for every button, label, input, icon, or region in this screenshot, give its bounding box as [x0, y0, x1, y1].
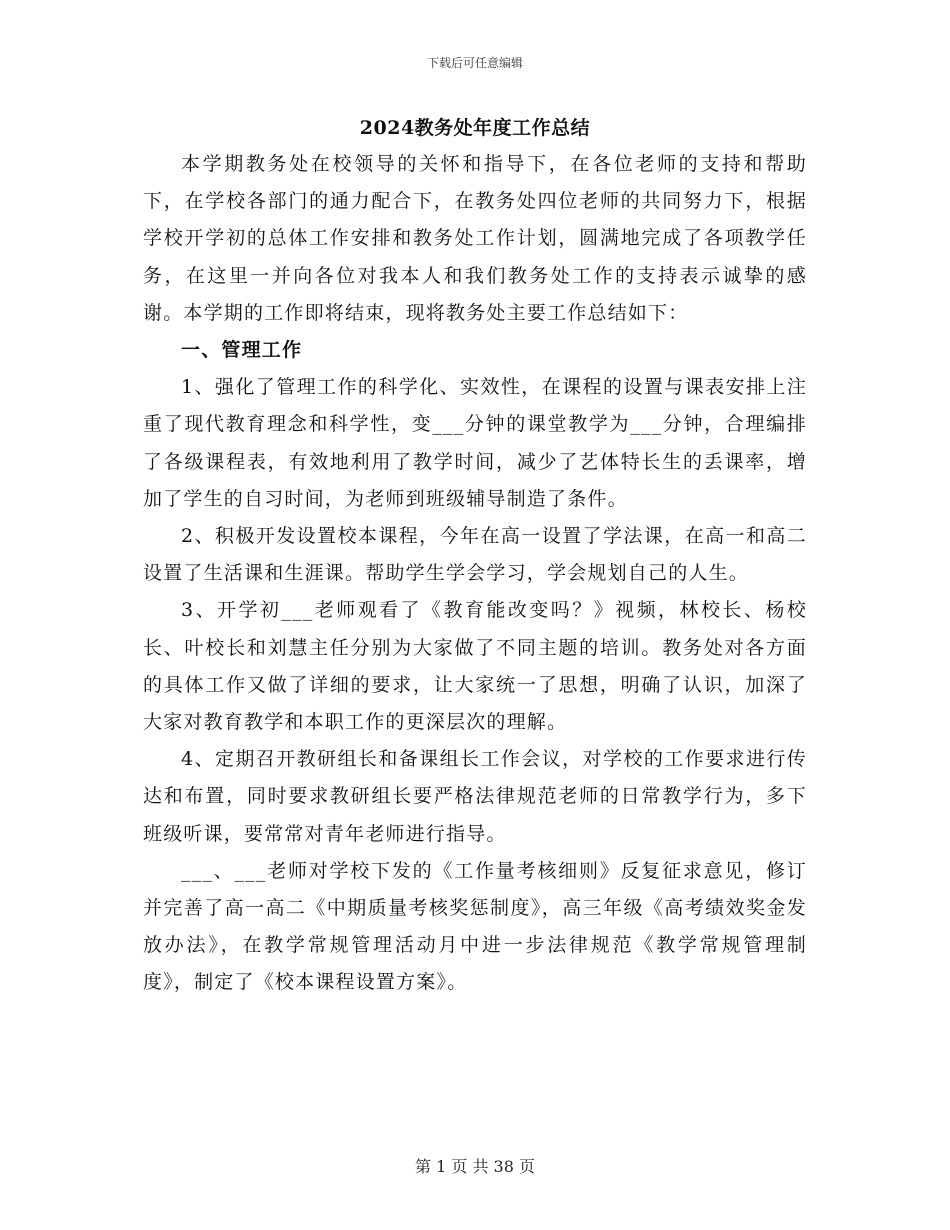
document-body [143, 146, 807, 1002]
body-paragraph-4: 4、定期召开教研组长和备课组长工作会议，对学校的工作要求进行传达和布置，同时要求教研组长要严格法律规范老师的日常教学行为，多下班级听课，要常常对青年老师进行指导。 [143, 748, 807, 845]
section-heading-management: 一、管理工作 [181, 339, 303, 362]
page-footer: 第 1 页 共 38 页 [415, 1157, 535, 1176]
body-paragraph-5: ___、___老师对学校下发的《工作量考核细则》反复征求意见，修订并完善了高一高二《中期质量考核奖惩制度》，高三年级《高考绩效奖金发放办法》，在教学常规管理活动月中进一步法律规范《教学常规管理制度》，制定了《校本课程设置方案》。 [143, 859, 807, 994]
body-paragraph-1: 1、强化了管理工作的科学化、实效性，在课程的设置与课表安排上注重了现代教育理念和科学性，变___分钟的课堂教学为___分钟，合理编排了各级课程表，有效地利用了教学时间，减少了艺体特长生的丢课率，增加了学生的自习时间，为老师到班级辅导制造了条件。 [143, 376, 807, 510]
body-paragraph-3: 3、开学初___老师观看了《教育能改变吗？》视频，林校长、杨校长、叶校长和刘慧主任分别为大家做了不同主题的培训。教务处对各方面的具体工作又做了详细的要求，让大家统一了思想，明确了认识，加深了大家对教育教学和本职工作的更深层次的理解。 [143, 599, 807, 734]
intro-paragraph: 本学期教务处在校领导的关怀和指导下，在各位老师的支持和帮助下，在学校各部门的通力配合下，在教务处四位老师的共同努力下，根据学校开学初的总体工作安排和教务处工作计划，圆满地完成了各项教学任务，在这里一并向各位对我本人和我们教务处工作的支持表示诚挚的感谢。本学期的工作即将结束，现将教务处主要工作总结如下： [143, 153, 807, 324]
page-header-note: 下载后可任意编辑 [426, 56, 523, 70]
body-paragraph-2: 2、积极开发设置校本课程，今年在高一设置了学法课，在高一和高二设置了生活课和生涯课。帮助学生学会学习，学会规划自己的人生。 [143, 525, 807, 585]
document-title: 2024教务处年度工作总结 [359, 117, 591, 139]
